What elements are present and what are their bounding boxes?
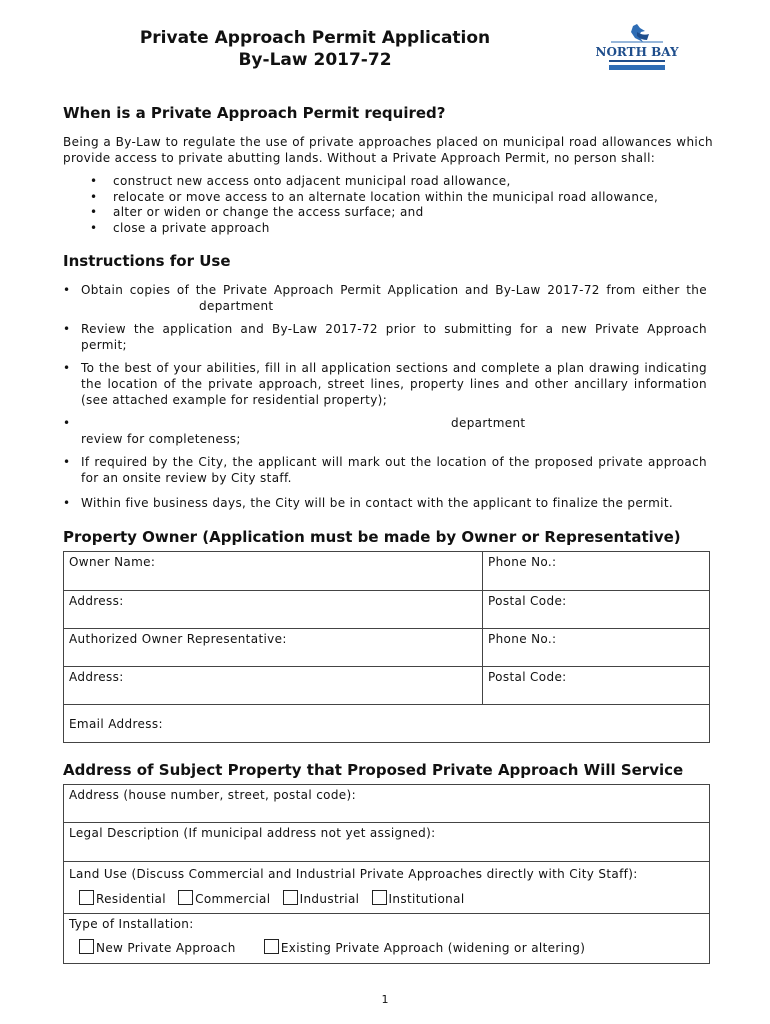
instruction-line: permit;: [81, 338, 127, 352]
checkbox-commercial[interactable]: [178, 892, 270, 906]
instruction-line: department: [199, 299, 274, 313]
property-owner-table: [63, 551, 710, 743]
checkbox-icon[interactable]: [264, 939, 279, 954]
list-item: • alter or widen or change the access surface; and: [63, 205, 713, 221]
installation-cell: [64, 914, 710, 964]
land-use-options: [69, 890, 704, 906]
instruction-line: (see attached example for residential property);: [81, 393, 388, 407]
instruction-line: To the best of your abilities, fill in all application sections and complete a plan drawing indicating: [81, 361, 707, 375]
instruction-line: for an onsite review by City staff.: [81, 471, 292, 485]
bullet-icon: •: [63, 322, 71, 336]
checkbox-icon[interactable]: [79, 939, 94, 954]
instruction-line: department: [451, 416, 526, 430]
checkbox-label: Industrial: [299, 892, 360, 906]
page-subtitle: By-Law 2017-72: [238, 50, 392, 70]
instruction-line: Within five business days, the City will be in contact with the applicant to finalize the permit.: [81, 496, 674, 510]
instruction-line: review for completeness;: [81, 432, 241, 446]
list-item: • close a private approach: [63, 221, 713, 237]
checkbox-label: New Private Approach: [96, 941, 236, 955]
section-heading-when-required: When is a Private Approach Permit required?: [63, 104, 446, 122]
email-field[interactable]: Email Address:: [64, 705, 710, 743]
owner-name-field[interactable]: Owner Name:: [64, 552, 483, 591]
legal-description-field[interactable]: Legal Description (If municipal address not yet assigned):: [64, 823, 710, 862]
section1-bullet-list: [63, 174, 713, 236]
logo-text: NORTH BAY: [595, 45, 679, 59]
section1-para-line2: provide access to private abutting lands. Without a Private Approach Permit, no person shall:: [63, 151, 656, 165]
address-field[interactable]: Address:: [64, 591, 483, 629]
checkbox-industrial[interactable]: [283, 892, 360, 906]
subject-property-table: [63, 784, 710, 964]
list-item: • construct new access onto adjacent municipal road allowance,: [63, 174, 713, 190]
checkbox-label: Existing Private Approach (widening or altering): [280, 941, 586, 955]
instruction-line: the location of the private approach, street lines, property lines and other ancillary information: [81, 377, 707, 391]
checkbox-label: Commercial: [195, 892, 271, 906]
installation-options: [69, 939, 704, 955]
instruction-line: Obtain copies of the Private Approach Permit Application and By-Law 2017-72 from either the: [81, 283, 707, 297]
rep-postal-code-field[interactable]: Postal Code:: [483, 667, 710, 705]
instruction-line: Review the application and By-Law 2017-72 prior to submitting for a new Private Approach: [81, 322, 707, 336]
property-address-field[interactable]: Address (house number, street, postal code):: [64, 785, 710, 823]
postal-code-field[interactable]: Postal Code:: [483, 591, 710, 629]
bullet-icon: •: [63, 455, 71, 469]
checkbox-label: Residential: [96, 892, 166, 906]
checkbox-icon[interactable]: [283, 890, 298, 905]
checkbox-label: Institutional: [388, 892, 465, 906]
section-heading-subject-property: Address of Subject Property that Proposed Private Approach Will Service: [63, 761, 684, 779]
checkbox-existing-approach[interactable]: [264, 941, 585, 955]
page-title: Private Approach Permit Application: [139, 28, 491, 48]
installation-label: Type of Installation:: [69, 917, 194, 931]
list-item: • relocate or move access to an alternate location within the municipal road allowance,: [63, 190, 713, 206]
rep-address-field[interactable]: Address:: [64, 667, 483, 705]
bullet-icon: •: [63, 283, 71, 297]
section-heading-instructions: Instructions for Use: [63, 252, 231, 270]
north-bay-logo-graphic: [595, 22, 679, 74]
checkbox-residential[interactable]: [79, 892, 166, 906]
north-bay-logo: [595, 22, 679, 74]
bullet-icon: •: [63, 496, 71, 510]
instruction-line: If required by the City, the applicant will mark out the location of the proposed private approach: [81, 455, 707, 469]
section1-para-line1: Being a By-Law to regulate the use of private approaches placed on municipal road allowances which: [63, 135, 713, 149]
page-number: 1: [381, 993, 389, 1006]
rep-phone-field[interactable]: Phone No.:: [483, 629, 710, 667]
representative-field[interactable]: Authorized Owner Representative:: [64, 629, 483, 667]
land-use-cell: [64, 862, 710, 914]
checkbox-institutional[interactable]: [372, 892, 465, 906]
checkbox-new-approach[interactable]: [79, 941, 236, 955]
checkbox-icon[interactable]: [79, 890, 94, 905]
section1-paragraph: [63, 134, 713, 166]
bullet-icon: •: [63, 361, 71, 375]
checkbox-icon[interactable]: [178, 890, 193, 905]
section-heading-property-owner: Property Owner (Application must be made by Owner or Representative): [63, 528, 681, 546]
land-use-label: Land Use (Discuss Commercial and Industrial Private Approaches directly with City Staff):: [69, 867, 638, 881]
bullet-icon: •: [63, 416, 71, 430]
checkbox-icon[interactable]: [372, 890, 387, 905]
phone-field[interactable]: Phone No.:: [483, 552, 710, 591]
